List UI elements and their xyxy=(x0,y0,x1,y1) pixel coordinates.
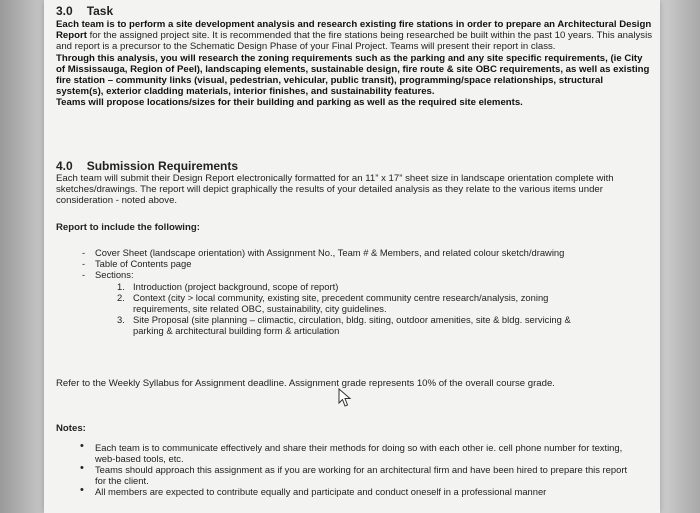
section-3-number: 3.0 xyxy=(56,4,73,18)
desk-background-left xyxy=(0,0,44,513)
section-4-number: 4.0 xyxy=(56,159,73,173)
section-4-body: Each team will submit their Design Report electronically formatted for an 11” x 17” sheet size in landscape orientation complete with sketches/drawings. The report will depict graphically the results of your detailed analysis as they relate to the various items under consideration - noted above. xyxy=(56,173,614,207)
notes-heading: Notes: xyxy=(56,423,86,434)
section-item: 2. Context (city > local community, existing site, precedent community centre research/analysis, zoning requirements, site related OBC, sustainability, city guidelines. xyxy=(117,292,549,314)
section-3-analysis: Through this analysis, you will research the zoning requirements such as the parking and any site specific requirements, (ie City of Mississauga, Region of Peel), landscaping elements, sustainable design, fire route & site OBC requirements, as well as existing fire station – community links (visual, pedestrian, vehicular, public transit), programming/space relationships, structural system(s), exterior cladding materials, interior finishes, and sustainability features. xyxy=(56,52,650,98)
section-4-title: Submission Requirements xyxy=(86,159,239,173)
page-content xyxy=(56,4,653,497)
section-3-intro xyxy=(56,19,652,53)
sections-list xyxy=(95,281,602,336)
desk-background-right xyxy=(660,0,700,513)
document-page xyxy=(44,0,660,513)
list-item: - Table of Contents page xyxy=(82,258,192,269)
section-3-title: Task xyxy=(86,4,114,18)
report-items-list xyxy=(82,247,602,336)
mouse-pointer-icon xyxy=(338,388,352,408)
section-4-heading xyxy=(56,159,652,173)
section-3-heading xyxy=(56,4,652,18)
list-item: - Cover Sheet (landscape orientation) with Assignment No., Team # & Members, and related colour sketch/drawing xyxy=(82,247,565,258)
section-4 xyxy=(56,159,652,207)
section-3-intro-bold: Each team is to perform a site development analysis and research existing fire stations in order to prepare an Architectural Design Report xyxy=(56,19,652,42)
section-3-teams: Teams will propose locations/sizes for their building and parking as well as the required site elements. xyxy=(56,97,523,109)
list-item: • All members are expected to contribute equally and participate and conduct oneself in a professional manner xyxy=(80,484,547,497)
section-item: 1. Introduction (project background, scope of report) xyxy=(117,281,339,292)
report-heading: Report to include the following: xyxy=(56,222,200,233)
section-item: 3. Site Proposal (site planning – climactic, circulation, bldg. siting, outdoor amenities, site & bldg. servicing & parking & architectural building form & articulation xyxy=(117,314,571,336)
list-item: • Teams should approach this assignment as if you are working for an architectural firm and have been hired to prepare this report for the client. xyxy=(80,462,628,486)
deadline-note: Refer to the Weekly Syllabus for Assignment deadline. Assignment grade represents 10% of the overall course grade. xyxy=(56,378,555,389)
section-3-intro-rest: for the assigned project site. It is recommended that the fire stations being researched be built within the past 10 years. This analysis and report is a precursor to the Schematic Design Phase of your Final Project. Teams will present their report in class. xyxy=(56,30,653,53)
notes-list xyxy=(80,442,640,497)
list-item: • Each team is to communicate effectively and share their methods for doing so with each other ie. cell phone number for texting, web-based tools, etc. xyxy=(80,440,623,464)
list-item: - Sections: 1. Introduction (project background, scope of report) 2. Context (city > local community, existing site, precedent community centre research/analysis, zoning requirements, site related OBC, sustainability, city guidelines. 3. Site Proposal (site planning – climactic, circulation, bldg. siting, outdoor amenities, site & bldg. servicing & parking & architectural building form & articulation xyxy=(82,269,602,336)
